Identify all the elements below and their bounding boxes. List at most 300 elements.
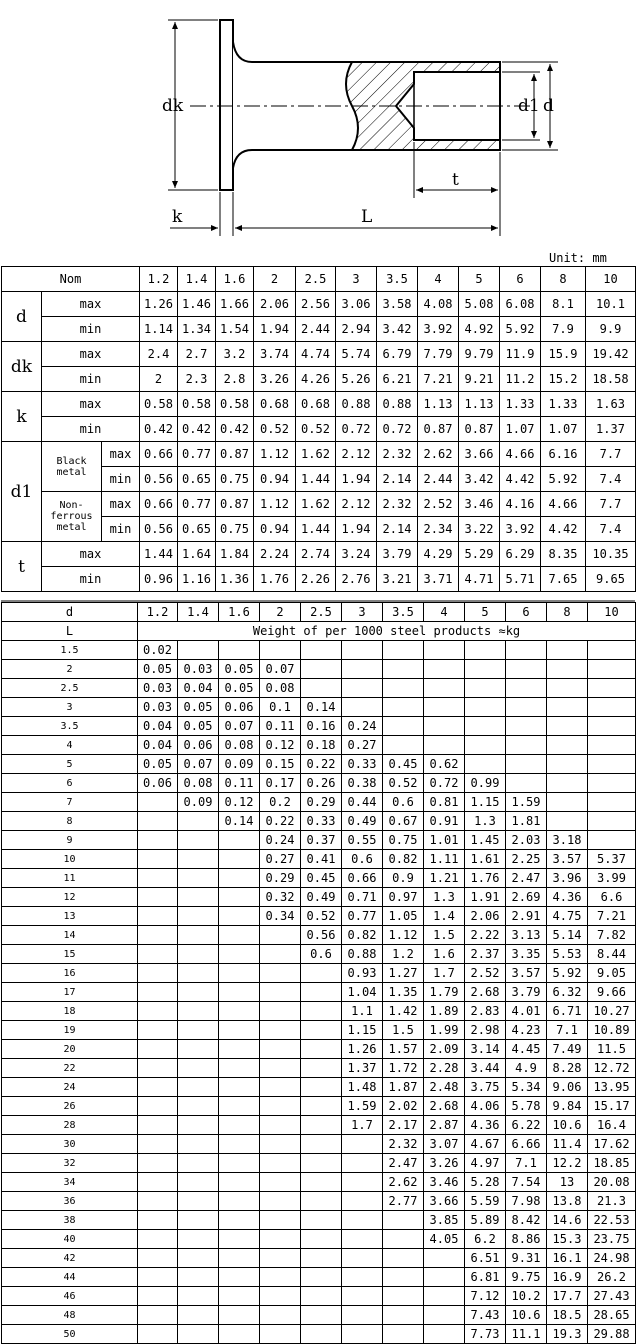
nonferrous-min-value: 0.94 bbox=[254, 517, 296, 542]
weight-value bbox=[138, 850, 178, 869]
table-row bbox=[2, 907, 636, 926]
weight-value bbox=[301, 1249, 342, 1268]
t-max-row bbox=[2, 542, 636, 567]
weight-value bbox=[260, 1306, 301, 1325]
dims-nom-label: Nom bbox=[2, 267, 140, 292]
weight-value bbox=[383, 1249, 424, 1268]
d-max-value: 10.1 bbox=[586, 292, 636, 317]
d1-nonferrous-max-row bbox=[2, 492, 636, 517]
k-min-value: 0.52 bbox=[296, 417, 336, 442]
table-row bbox=[2, 641, 636, 660]
length-value: 50 bbox=[2, 1325, 138, 1344]
min-label: min bbox=[102, 517, 140, 542]
weight-value bbox=[383, 1306, 424, 1325]
weight-value bbox=[138, 1173, 178, 1192]
table-row bbox=[2, 1230, 636, 1249]
weight-value: 0.49 bbox=[301, 888, 342, 907]
weight-value: 2.98 bbox=[465, 1021, 506, 1040]
weight-value: 22.53 bbox=[588, 1211, 636, 1230]
weight-value bbox=[301, 1059, 342, 1078]
k-max-row bbox=[2, 392, 636, 417]
weight-value bbox=[178, 1192, 219, 1211]
weight-value bbox=[342, 1192, 383, 1211]
weight-value: 0.07 bbox=[219, 717, 260, 736]
weight-value: 17.7 bbox=[547, 1287, 588, 1306]
black-min-value: 0.94 bbox=[254, 467, 296, 492]
length-value: 10 bbox=[2, 850, 138, 869]
weight-size: 2 bbox=[260, 603, 301, 622]
k-min-value: 1.07 bbox=[541, 417, 586, 442]
table-row bbox=[2, 1154, 636, 1173]
d-min-value: 1.54 bbox=[216, 317, 254, 342]
weight-value: 2.52 bbox=[465, 964, 506, 983]
weight-value: 1.42 bbox=[383, 1002, 424, 1021]
weight-value bbox=[178, 983, 219, 1002]
d-min-value: 3.42 bbox=[377, 317, 418, 342]
weight-value: 3.26 bbox=[424, 1154, 465, 1173]
weight-value: 0.9 bbox=[383, 869, 424, 888]
t-min-value: 5.71 bbox=[500, 567, 541, 592]
k-symbol: k bbox=[2, 392, 42, 442]
black-max-value: 7.7 bbox=[586, 442, 636, 467]
weight-value: 2.47 bbox=[506, 869, 547, 888]
weight-value: 9.06 bbox=[547, 1078, 588, 1097]
weight-caption: Weight of per 1000 steel products ≈kg bbox=[138, 622, 636, 641]
weight-value bbox=[219, 641, 260, 660]
weight-value: 2.03 bbox=[506, 831, 547, 850]
t-max-value: 4.29 bbox=[418, 542, 459, 567]
length-value: 26 bbox=[2, 1097, 138, 1116]
nonferrous-max-value: 7.7 bbox=[586, 492, 636, 517]
weight-value: 29.88 bbox=[588, 1325, 636, 1344]
dk-max-value: 3.2 bbox=[216, 342, 254, 367]
weight-value bbox=[342, 660, 383, 679]
weight-value: 1.05 bbox=[383, 907, 424, 926]
table-row bbox=[2, 1192, 636, 1211]
black-max-value: 0.77 bbox=[178, 442, 216, 467]
weight-value bbox=[219, 1268, 260, 1287]
black-min-value: 5.92 bbox=[541, 467, 586, 492]
weight-value: 7.43 bbox=[465, 1306, 506, 1325]
weight-value bbox=[547, 774, 588, 793]
t-max-value: 8.35 bbox=[541, 542, 586, 567]
weight-value: 0.37 bbox=[301, 831, 342, 850]
weight-value bbox=[138, 983, 178, 1002]
nonferrous-metal-label: Non-ferrous metal bbox=[42, 492, 102, 542]
t-max-value: 1.44 bbox=[140, 542, 178, 567]
length-value: 9 bbox=[2, 831, 138, 850]
black-min-value: 2.14 bbox=[377, 467, 418, 492]
weight-value bbox=[138, 1002, 178, 1021]
weight-value: 3.18 bbox=[547, 831, 588, 850]
d-max-value: 6.08 bbox=[500, 292, 541, 317]
length-value: 36 bbox=[2, 1192, 138, 1211]
weight-value: 1.5 bbox=[424, 926, 465, 945]
black-min-value: 0.65 bbox=[178, 467, 216, 492]
weight-value bbox=[219, 945, 260, 964]
weight-value bbox=[178, 812, 219, 831]
weight-value bbox=[260, 1287, 301, 1306]
d-min-value: 1.94 bbox=[254, 317, 296, 342]
length-value: 2 bbox=[2, 660, 138, 679]
weight-value bbox=[547, 736, 588, 755]
d-max-value: 2.06 bbox=[254, 292, 296, 317]
weight-value bbox=[138, 1230, 178, 1249]
weight-value bbox=[178, 869, 219, 888]
d-min-value: 1.14 bbox=[140, 317, 178, 342]
weight-value bbox=[260, 1059, 301, 1078]
black-min-value: 4.42 bbox=[500, 467, 541, 492]
weight-value: 0.88 bbox=[342, 945, 383, 964]
d-min-value: 9.9 bbox=[586, 317, 636, 342]
weight-value: 2.47 bbox=[383, 1154, 424, 1173]
weight-value: 3.96 bbox=[547, 869, 588, 888]
weight-value bbox=[138, 793, 178, 812]
table-row bbox=[2, 660, 636, 679]
nonferrous-min-value: 2.14 bbox=[377, 517, 418, 542]
k-min-value: 0.87 bbox=[459, 417, 500, 442]
weight-value: 0.04 bbox=[138, 736, 178, 755]
k-max-value: 0.68 bbox=[296, 392, 336, 417]
weight-value: 17.62 bbox=[588, 1135, 636, 1154]
weight-value bbox=[424, 736, 465, 755]
weight-value: 0.27 bbox=[342, 736, 383, 755]
t-max-value: 10.35 bbox=[586, 542, 636, 567]
dk-min-row bbox=[2, 367, 636, 392]
weight-value: 2.77 bbox=[383, 1192, 424, 1211]
nonferrous-max-value: 4.66 bbox=[541, 492, 586, 517]
weight-value: 0.22 bbox=[260, 812, 301, 831]
weight-value: 0.99 bbox=[465, 774, 506, 793]
weight-value bbox=[260, 1135, 301, 1154]
weight-value: 2.62 bbox=[383, 1173, 424, 1192]
length-value: 12 bbox=[2, 888, 138, 907]
weight-value bbox=[342, 641, 383, 660]
dk-max-value: 2.4 bbox=[140, 342, 178, 367]
weight-value: 4.01 bbox=[506, 1002, 547, 1021]
t-min-value: 7.65 bbox=[541, 567, 586, 592]
weight-value bbox=[465, 717, 506, 736]
weight-value bbox=[301, 1097, 342, 1116]
nonferrous-max-value: 4.16 bbox=[500, 492, 541, 517]
weight-value: 3.57 bbox=[547, 850, 588, 869]
weight-value: 3.35 bbox=[506, 945, 547, 964]
weight-size: 1.4 bbox=[178, 603, 219, 622]
black-min-value: 0.75 bbox=[216, 467, 254, 492]
weight-value bbox=[178, 1040, 219, 1059]
weight-value: 10.89 bbox=[588, 1021, 636, 1040]
table-separator bbox=[1, 595, 635, 602]
weight-value bbox=[342, 1287, 383, 1306]
weight-value bbox=[424, 1306, 465, 1325]
weight-value bbox=[219, 964, 260, 983]
weight-value: 0.52 bbox=[301, 907, 342, 926]
weight-value bbox=[219, 850, 260, 869]
weight-value bbox=[260, 1002, 301, 1021]
weight-value bbox=[342, 1249, 383, 1268]
weight-value bbox=[424, 1268, 465, 1287]
nominal-size: 1.4 bbox=[178, 267, 216, 292]
k-min-value: 0.72 bbox=[336, 417, 377, 442]
weight-value: 10.27 bbox=[588, 1002, 636, 1021]
weight-value: 1.2 bbox=[383, 945, 424, 964]
k-min-row bbox=[2, 417, 636, 442]
k-max-value: 1.63 bbox=[586, 392, 636, 417]
black-max-value: 2.32 bbox=[377, 442, 418, 467]
nominal-size: 3.5 bbox=[377, 267, 418, 292]
length-value: 15 bbox=[2, 945, 138, 964]
weight-value bbox=[138, 1116, 178, 1135]
dk-min-value: 6.21 bbox=[377, 367, 418, 392]
label-d1: d1 bbox=[518, 96, 540, 116]
weight-size: 4 bbox=[424, 603, 465, 622]
d-max-value: 3.58 bbox=[377, 292, 418, 317]
table-row bbox=[2, 1173, 636, 1192]
weight-value bbox=[138, 812, 178, 831]
weight-value: 0.2 bbox=[260, 793, 301, 812]
t-min-row bbox=[2, 567, 636, 592]
weight-value: 13.8 bbox=[547, 1192, 588, 1211]
length-value: 6 bbox=[2, 774, 138, 793]
weight-value: 1.48 bbox=[342, 1078, 383, 1097]
table-row bbox=[2, 1306, 636, 1325]
weight-value bbox=[138, 1306, 178, 1325]
k-max-value: 1.33 bbox=[500, 392, 541, 417]
weight-value: 4.05 bbox=[424, 1230, 465, 1249]
weight-value bbox=[301, 1135, 342, 1154]
weight-value: 7.1 bbox=[547, 1021, 588, 1040]
weight-value: 11.5 bbox=[588, 1040, 636, 1059]
weight-value: 0.03 bbox=[138, 698, 178, 717]
weight-value: 11.1 bbox=[506, 1325, 547, 1344]
weight-value bbox=[588, 641, 636, 660]
weight-value: 3.14 bbox=[465, 1040, 506, 1059]
weight-value: 4.75 bbox=[547, 907, 588, 926]
weight-value bbox=[301, 1173, 342, 1192]
nonferrous-min-value: 4.42 bbox=[541, 517, 586, 542]
weight-value bbox=[424, 1287, 465, 1306]
weight-value: 0.41 bbox=[301, 850, 342, 869]
weight-value: 0.11 bbox=[219, 774, 260, 793]
weight-value bbox=[588, 660, 636, 679]
length-value: 1.5 bbox=[2, 641, 138, 660]
weight-value bbox=[260, 1230, 301, 1249]
table-row bbox=[2, 812, 636, 831]
nominal-size: 4 bbox=[418, 267, 459, 292]
min-label: min bbox=[42, 567, 140, 592]
nonferrous-min-value: 1.44 bbox=[296, 517, 336, 542]
weight-value bbox=[301, 641, 342, 660]
nonferrous-min-value: 2.34 bbox=[418, 517, 459, 542]
weight-value: 0.27 bbox=[260, 850, 301, 869]
weight-value: 2.17 bbox=[383, 1116, 424, 1135]
black-max-value: 0.66 bbox=[140, 442, 178, 467]
weight-value: 4.06 bbox=[465, 1097, 506, 1116]
weight-value: 3.57 bbox=[506, 964, 547, 983]
weight-value: 6.32 bbox=[547, 983, 588, 1002]
weight-value bbox=[424, 641, 465, 660]
weight-value bbox=[260, 1249, 301, 1268]
nonferrous-max-value: 1.12 bbox=[254, 492, 296, 517]
weight-value bbox=[219, 1173, 260, 1192]
weight-value bbox=[219, 907, 260, 926]
weight-value bbox=[506, 717, 547, 736]
weight-value bbox=[301, 1325, 342, 1344]
weight-value bbox=[138, 1021, 178, 1040]
k-max-value: 0.68 bbox=[254, 392, 296, 417]
weight-value: 0.06 bbox=[178, 736, 219, 755]
weight-value: 1.61 bbox=[465, 850, 506, 869]
weight-value: 2.06 bbox=[465, 907, 506, 926]
weight-value bbox=[138, 831, 178, 850]
weight-value: 0.97 bbox=[383, 888, 424, 907]
weight-value bbox=[138, 907, 178, 926]
weight-value: 1.89 bbox=[424, 1002, 465, 1021]
weight-size: 5 bbox=[465, 603, 506, 622]
weight-value: 3.75 bbox=[465, 1078, 506, 1097]
weight-value bbox=[547, 793, 588, 812]
weight-value: 0.05 bbox=[219, 679, 260, 698]
length-value: 8 bbox=[2, 812, 138, 831]
weight-value: 0.45 bbox=[383, 755, 424, 774]
weight-value: 4.36 bbox=[465, 1116, 506, 1135]
weight-value bbox=[465, 679, 506, 698]
weight-value bbox=[260, 1097, 301, 1116]
weight-value bbox=[383, 1325, 424, 1344]
weight-value: 0.33 bbox=[342, 755, 383, 774]
label-k: k bbox=[172, 207, 183, 227]
weight-value bbox=[260, 945, 301, 964]
weight-value: 13.95 bbox=[588, 1078, 636, 1097]
black-max-value: 1.12 bbox=[254, 442, 296, 467]
weight-value bbox=[178, 964, 219, 983]
weight-value: 8.28 bbox=[547, 1059, 588, 1078]
table-row bbox=[2, 1059, 636, 1078]
weight-value bbox=[178, 1306, 219, 1325]
weight-value bbox=[301, 1211, 342, 1230]
weight-value bbox=[342, 1154, 383, 1173]
weight-value bbox=[178, 1154, 219, 1173]
weight-value: 1.12 bbox=[383, 926, 424, 945]
weight-value bbox=[465, 641, 506, 660]
max-label: max bbox=[102, 492, 140, 517]
d-max-value: 5.08 bbox=[459, 292, 500, 317]
weight-size: 1.6 bbox=[219, 603, 260, 622]
weight-value: 19.3 bbox=[547, 1325, 588, 1344]
weight-value: 1.57 bbox=[383, 1040, 424, 1059]
table-row bbox=[2, 1097, 636, 1116]
weight-value bbox=[301, 1154, 342, 1173]
dk-min-value: 5.26 bbox=[336, 367, 377, 392]
weight-value: 1.5 bbox=[383, 1021, 424, 1040]
weight-value bbox=[178, 888, 219, 907]
weight-value: 0.16 bbox=[301, 717, 342, 736]
weight-value: 0.08 bbox=[219, 736, 260, 755]
weight-value bbox=[178, 831, 219, 850]
k-min-value: 0.87 bbox=[418, 417, 459, 442]
dk-max-value: 9.79 bbox=[459, 342, 500, 367]
weight-value bbox=[178, 1287, 219, 1306]
length-value: 7 bbox=[2, 793, 138, 812]
weight-value bbox=[219, 1059, 260, 1078]
weight-value bbox=[219, 1306, 260, 1325]
table-row bbox=[2, 1116, 636, 1135]
weight-value bbox=[178, 1078, 219, 1097]
weight-value: 2.87 bbox=[424, 1116, 465, 1135]
t-min-value: 2.26 bbox=[296, 567, 336, 592]
weight-value: 0.05 bbox=[138, 755, 178, 774]
weight-value bbox=[424, 717, 465, 736]
length-value: 14 bbox=[2, 926, 138, 945]
weight-value bbox=[506, 641, 547, 660]
t-min-value: 1.36 bbox=[216, 567, 254, 592]
table-row bbox=[2, 1249, 636, 1268]
nominal-size: 2 bbox=[254, 267, 296, 292]
rivet-drawing bbox=[0, 0, 636, 250]
weight-value: 8.86 bbox=[506, 1230, 547, 1249]
weight-value bbox=[301, 983, 342, 1002]
weight-value: 5.37 bbox=[588, 850, 636, 869]
nonferrous-min-value: 0.75 bbox=[216, 517, 254, 542]
weight-value: 6.6 bbox=[588, 888, 636, 907]
k-max-value: 0.58 bbox=[216, 392, 254, 417]
d-max-value: 1.46 bbox=[178, 292, 216, 317]
weight-value bbox=[138, 1249, 178, 1268]
table-row bbox=[2, 1078, 636, 1097]
weight-value: 15.3 bbox=[547, 1230, 588, 1249]
weight-value: 0.75 bbox=[383, 831, 424, 850]
weight-value bbox=[219, 1287, 260, 1306]
weight-value: 0.05 bbox=[138, 660, 178, 679]
weight-value: 18.85 bbox=[588, 1154, 636, 1173]
weight-value bbox=[138, 1154, 178, 1173]
weight-value bbox=[178, 1135, 219, 1154]
max-label: max bbox=[42, 342, 140, 367]
weight-value: 0.03 bbox=[138, 679, 178, 698]
weight-value: 0.18 bbox=[301, 736, 342, 755]
d-max-value: 4.08 bbox=[418, 292, 459, 317]
weight-size: 3.5 bbox=[383, 603, 424, 622]
weight-value bbox=[506, 755, 547, 774]
nominal-size: 5 bbox=[459, 267, 500, 292]
weight-value: 2.09 bbox=[424, 1040, 465, 1059]
weight-value: 0.24 bbox=[342, 717, 383, 736]
weight-value bbox=[424, 660, 465, 679]
weight-value bbox=[178, 1116, 219, 1135]
weight-value: 0.09 bbox=[178, 793, 219, 812]
weight-value: 0.71 bbox=[342, 888, 383, 907]
weight-value: 1.99 bbox=[424, 1021, 465, 1040]
table-row bbox=[2, 755, 636, 774]
weight-value bbox=[506, 736, 547, 755]
weight-value: 0.05 bbox=[178, 717, 219, 736]
dk-min-value: 2.3 bbox=[178, 367, 216, 392]
weight-value: 2.28 bbox=[424, 1059, 465, 1078]
weight-value bbox=[342, 1268, 383, 1287]
dimensions-table bbox=[1, 266, 636, 592]
weight-value bbox=[383, 1268, 424, 1287]
weight-value bbox=[219, 1040, 260, 1059]
weight-size: 8 bbox=[547, 603, 588, 622]
length-value: 19 bbox=[2, 1021, 138, 1040]
weight-value: 1.3 bbox=[465, 812, 506, 831]
table-row bbox=[2, 983, 636, 1002]
k-min-value: 0.42 bbox=[140, 417, 178, 442]
d-min-value: 1.34 bbox=[178, 317, 216, 342]
weight-value: 2.68 bbox=[465, 983, 506, 1002]
weight-value bbox=[178, 945, 219, 964]
weight-value bbox=[588, 831, 636, 850]
